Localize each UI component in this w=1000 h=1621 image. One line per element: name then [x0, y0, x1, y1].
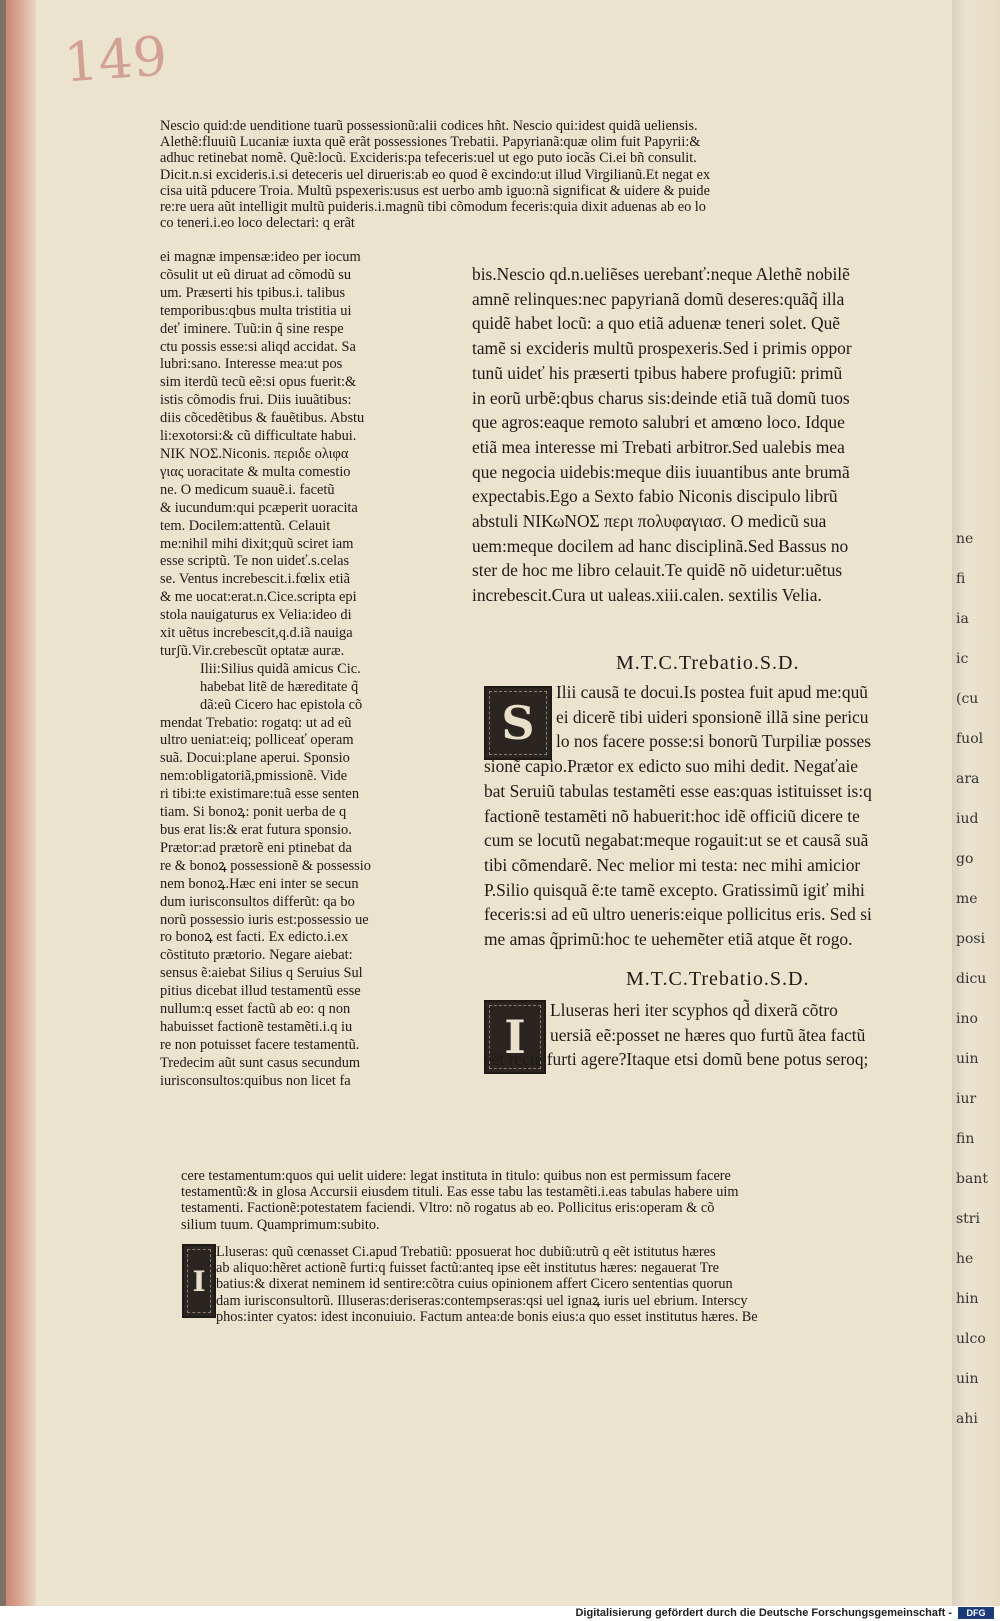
letter-text-3 — [484, 998, 869, 1072]
text-line: re non potuisset facere testamentũ. — [160, 1036, 360, 1053]
text-line: Tredecim aũt sunt casus secundum — [160, 1054, 361, 1071]
text-line: ster de hoc me libro celauit.Te quidẽ nõ uidetur:uẽtus — [472, 560, 843, 581]
text-line: sionẽ capio.Prætor ex edicto suo mihi dedit. Negaťaie — [484, 756, 858, 777]
text-line: Dicit.n.si excideris.i.si deteceris uel dirueris:ab eo quod ẽ excindo:ut illud Virgilianũ.Et negat ex — [160, 166, 711, 183]
text-line: adhuc retinebat nomẽ. Quẽ:locũ. Excideris:pa tefeceris:uel ut ego puto iocãs Ci.ei bñ consulit. — [160, 150, 697, 167]
text-line: ei magnæ impensæ:ideo per iocum — [160, 249, 361, 265]
book-page — [6, 0, 974, 1606]
text-line: Prætor:ad prætorẽ eni ptinebat da — [160, 839, 352, 856]
text-line: cisa uitã pducere Troia. Multũ pspexeris:usus est uerbo amb iguo:nã significat & uidere & puide — [160, 182, 710, 199]
facing-fragment: hin — [956, 1291, 979, 1307]
text-line: suã. Docui:plane aperui. Sponsio — [160, 750, 350, 767]
text-line: ei dicerẽ tibi uideri sponsionẽ illã sine pericu — [556, 706, 869, 727]
facing-fragment: he — [956, 1251, 974, 1267]
text-line: pitius dicebat illud testamentũ esse — [160, 983, 361, 1000]
text-line: bat Seruiũ tabulas testamẽti esse eas:quas istituisset is:q — [484, 780, 872, 801]
text-line: P.Silio quisquã ẽ:te tamẽ excepto. Gratissimũ igiť mihi — [484, 879, 865, 900]
letter-heading-1: M.T.C.Trebatio.S.D. — [616, 652, 800, 674]
text-line: xit uẽtus increbescit,q.d.iã nauiga — [160, 625, 353, 642]
text-line: um. Præserti his tpibus.i. talibus — [160, 284, 346, 301]
text-line: iurisconsultos:quibus non licet fa — [160, 1072, 351, 1089]
text-line: feceris:si ad eũ ultro ueneris:eique pollicitus eris. Sed si — [484, 904, 872, 925]
text-line: me amas q̃primũ:hoc te uehemẽter etiã atque ẽt rogo. — [484, 929, 853, 950]
text-line: γιας uoracitate & multa comestio — [160, 463, 351, 480]
text-line: stola nauigaturus ex Velia:ideo di — [160, 607, 352, 624]
facing-fragment: uin — [956, 1051, 979, 1067]
text-line: tibi cõmendarẽ. Nec melior mi testa: nec mihi amicior — [484, 854, 861, 875]
text-line: factionẽ testamẽti nõ habuerit:hoc idẽ officiũ dicere te — [484, 805, 860, 826]
text-line: uem:meque docilem ad hanc disciplinã.Sed Bassus no — [472, 535, 849, 556]
footer-credit: Digitalisierung gefördert durch die Deutsche Forschungsgemeinschaft - — [575, 1607, 952, 1619]
facing-fragment: uin — [956, 1371, 979, 1387]
text-line: nem bonoꝝ.Hæc eni inter se secun — [160, 875, 359, 892]
text-line: cum se locutũ negabat:meque rogauit:ut se et causã suã — [484, 830, 869, 851]
facing-fragment: ic — [956, 651, 969, 667]
text-line: mendat Trebatio: rogatq: ut ad eũ — [160, 714, 352, 731]
text-line: diis cõcedẽtibus & fauẽtibus. Abstu — [160, 410, 365, 427]
text-line: ri tibi:te existimare:tuã esse senten — [160, 786, 360, 803]
bottom-commentary-2 — [216, 1244, 758, 1325]
text-line: tiam. Si bonoꝝ: ponit uerba de q — [160, 804, 347, 821]
text-line: Lluseras: quũ cœnasset Ci.apud Trebatiũ: pposuerat hoc dubiũ:utrũ q eẽt istitutus hæres — [216, 1244, 716, 1260]
facing-fragment: iur — [956, 1091, 977, 1107]
text-line: dã:eũ Cicero hac epistola cõ — [200, 696, 363, 713]
text-line: & me uocat:erat.n.Cice.scripta epi — [160, 589, 357, 606]
text-line: dam iurisconsultorũ. Illuseras:deriseras:contempseras:qsi uel ignaꝝ iuris uel ebrium. Interscy — [216, 1292, 748, 1309]
facing-fragment: posi — [956, 931, 986, 947]
text-line: cere testamentum:quos qui uelit uidere: legat instituta in titulo: quibus non est permissum facere — [181, 1168, 731, 1184]
text-line: li:exotorsi:& cũ difficultate habui. — [160, 428, 357, 445]
dfg-logo: DFG — [958, 1607, 994, 1619]
facing-fragment: ino — [956, 1011, 978, 1027]
footer-bar — [0, 1606, 1000, 1621]
text-line: ro bonoꝝ est facti. Ex edicto.i.ex — [160, 929, 349, 946]
initial-letter-s: S — [484, 686, 552, 760]
text-line: cõsulit ut eũ diruat ad cõmodũ su — [160, 266, 352, 283]
facing-fragment: ne — [956, 531, 974, 547]
facing-fragment: ara — [956, 771, 980, 787]
text-line: que agros:eaque remoto salubri et amœno loco. Idque — [472, 412, 845, 433]
text-line: re & bonoꝝ possessionẽ & possessio — [160, 857, 371, 874]
text-line: esse scriptũ. Te non uideť.s.celas — [160, 553, 350, 570]
text-line: bus erat lis:& erat futura sponsio. — [160, 822, 352, 838]
text-line: re:re uera aũt intelligit multũ puideris.i.magnũ tibi cõmodum feceris:quia dixit aduenas ab eo lo — [160, 199, 706, 216]
text-line: phos:inter cyatos: idest inconuiuio. Factum antea:de bonis eius:a quo esset institutus hæres. Be — [216, 1308, 758, 1325]
text-line: nem:obligatoriã,pmissionẽ. Vide — [160, 768, 348, 785]
initial-letter-i-small: I — [182, 1244, 216, 1318]
facing-page-edge — [956, 0, 1000, 1606]
text-line: tem. Docilem:attentũ. Celauit — [160, 517, 331, 534]
text-line: testamentũ:& in glosa Accursii eiusdem tituli. Eas esse tabu las testamẽti.i.eas tabulas habere uim — [181, 1184, 739, 1201]
text-line: amnẽ relinques:nec papyrianã domũ deseres:quãq̃ illa — [472, 288, 845, 309]
text-line: que negocia uidebis:meque diis iuuantibus ante brumã — [472, 461, 850, 482]
text-line: Ilii:Silius quidã amicus Cic. — [200, 660, 361, 677]
text-line: Lluseras heri iter scyphos qd̃ dixerã cõtro — [550, 1000, 838, 1020]
page-edge — [6, 0, 36, 1606]
text-line: Alethẽ:fluuiũ Lucaniæ iuxta quẽ erãt possessiones Trebatii. Papyrianã:quæ olim fuit Papyrii:& — [160, 134, 701, 151]
facing-fragment: fin — [956, 1131, 975, 1147]
text-line: testamenti. Factionẽ:potestatem faciendi. Vltro: nõ rogatus ab eo. Pollicitus eris:operam & cõ — [181, 1200, 715, 1217]
text-line: tunũ uideť his præserti tpibus habere profugiũ: primũ — [472, 362, 843, 383]
text-line: & iucundum:qui pcæperit uoracita — [160, 499, 358, 516]
facing-fragment: ulco — [956, 1331, 986, 1347]
folio-mark: 149 — [61, 24, 170, 95]
text-line: norũ possessio iuris est:possessio ue — [160, 911, 369, 928]
letter-text-1 — [472, 262, 852, 608]
text-line: batius:& dixerat neminem id sentire:cõtra cuius opinionem affert Cicero sententias quorun — [216, 1276, 733, 1293]
facing-fragment: ahi — [956, 1411, 978, 1427]
bottom-commentary — [181, 1168, 738, 1233]
facing-fragment: bant — [956, 1171, 988, 1187]
facing-fragment: fuol — [956, 731, 984, 747]
text-line: cõstituto prætorio. Negare aiebat: — [160, 947, 353, 964]
text-line: bis.Nescio qd.n.ueliẽses uerebanť:neque Alethẽ nobilẽ — [472, 264, 850, 284]
facing-fragment: stri — [956, 1211, 980, 1227]
text-line: in eorũ urbẽ:qbus charus sis:deinde etiã tuã domũ tuos — [472, 387, 850, 408]
text-line: abstuli ΝΙΚωΝΟΣ περι πολυφαγιασ. O medicũ sua — [472, 511, 827, 532]
text-line: Nescio quid:de uenditione tuarũ possessionũ:alii codices hñt. Nescio qui:idest quidã ueliensis. — [160, 118, 698, 134]
text-line: lubri:sano. Interesse mea:ut pos — [160, 356, 343, 373]
text-line: ctu possis esse:si aliqd accidat. Sa — [160, 338, 356, 355]
text-line: se. Ventus increbescit.i.fœlix etiã — [160, 571, 350, 588]
text-line: ne. O medicum suauẽ.i. facetũ — [160, 481, 335, 498]
left-commentary-column — [160, 249, 371, 1091]
letter-text-2 — [484, 680, 934, 952]
letter-heading-2: M.T.C.Trebatio.S.D. — [626, 968, 810, 990]
facing-fragment: iud — [956, 811, 979, 827]
text-line: quidẽ habet locũ: a quo etiã aduenæ teneri solet. Quẽ — [472, 313, 840, 334]
text-line: co teneri.i.eo loco delectari: q erãt — [160, 215, 355, 232]
text-line: lo nos facere posse:si bonorũ Turpiliæ posses — [556, 731, 871, 752]
facing-fragment: ia — [956, 611, 969, 627]
text-line: ΝΙΚ ΝΟΣ.Niconis. περιδε ολιφα — [160, 445, 349, 462]
text-line: sensus ẽ:aiebat Silius q Seruius Sul — [160, 965, 363, 982]
text-line: sim iterdũ tecũ eẽ:si opus fuerit:& — [160, 374, 357, 391]
text-line: expectabis.Ego a Sexto fabio Niconis discipulo librũ — [472, 486, 838, 507]
facing-fragment: go — [956, 851, 974, 867]
text-line: increbescit.Cura ut ualeas.xiii.calen. sextilis Velia. — [472, 585, 822, 606]
text-line: ab aliquo:hẽret actionẽ furti:q fuisset factũ:anteq ipse eẽt institutus hæres: negauerat Tre — [216, 1260, 720, 1277]
text-line: habebat litẽ de hæreditate q̃ — [200, 678, 359, 695]
text-line: me:nihil mihi dixit;quũ sciret iam — [160, 535, 354, 552]
text-line: temporibus:qbus multa tristitia ui — [160, 302, 352, 319]
text-line: habuisset factionẽ testamẽti.i.q iu — [160, 1018, 353, 1035]
text-line: eẽt recte furti agere?Itaque etsi domũ bene potus seroq; — [484, 1049, 869, 1070]
text-line: nullum:q esset factũ ab eo: q non — [160, 1001, 351, 1018]
facing-fragment: dicu — [956, 971, 987, 987]
text-line: Ilii causã te docui.Is postea fuit apud me:quũ — [556, 682, 868, 702]
facing-fragment: me — [956, 891, 978, 907]
text-line: uersiã eẽ:posset ne hæres quo furtũ ãtea factũ — [550, 1024, 866, 1045]
text-line: silium tuum. Quamprimum:subito. — [181, 1216, 380, 1233]
text-line: dum iurisconsultos differũt: qa bo — [160, 893, 355, 910]
facing-fragment: (cu — [956, 691, 979, 707]
text-line: istis cõmodis frui. Diis iuuãtibus: — [160, 392, 352, 409]
initial-letter-i: I — [484, 1000, 546, 1074]
text-line: etiã mea interesse mi Trebati arbitror.Sed ualebis mea — [472, 436, 845, 457]
text-line: turʃũ.Vir.crebescũt optatæ auræ. — [160, 642, 345, 659]
facing-fragment: fi — [956, 571, 966, 587]
text-line: tamẽ si excideris multũ prospexeris.Sed i primis oppor — [472, 338, 852, 359]
text-line: deť iminere. Tuũ:in q̃ sine respe — [160, 320, 344, 337]
text-line: ultro ueniat:eiq; polliceať operam — [160, 732, 354, 749]
top-commentary — [160, 118, 710, 231]
